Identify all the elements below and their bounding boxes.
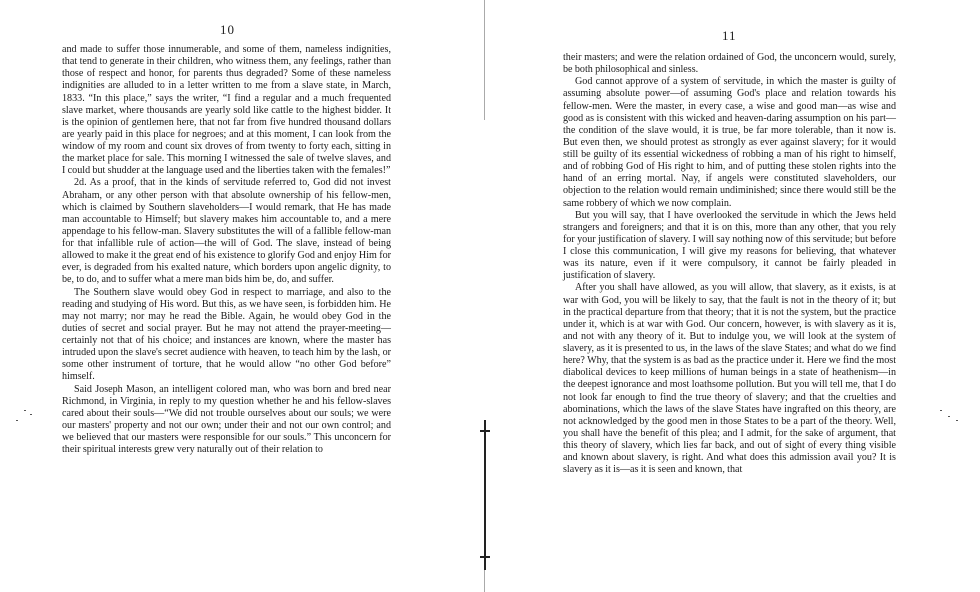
left-page: [0, 0, 486, 592]
right-paragraph-2: God cannot approve of a system of servitude, in which the master is guilty of assuming absolute power—of assuming God's place and relation towards his fellow-men. Were the master, in every case, a wise and good man—as wise and good as is consistent with this wicked and heaven-daring assumption on his part—the condition of the slave would, it is true, be far more tolerable, than it now is. But even then, we should protest as strongly as ever against slavery; for it would still be guilty of its essential wickedness of robbing a man of his right to himself, and of robbing God of His right to him, and of putting these stolen rights into the hand of an erring mortal. Nay, if angels were constituted slaveholders, our objection to the relation would remain undiminished; since there would still be the same robbery of which we now complain.: [563, 76, 896, 209]
scan-speck: [16, 420, 18, 421]
left-paragraph-4: Said Joseph Mason, an intelligent colored man, who was born and bred near Richmond, in Virginia, in reply to my question whether he and his fellow-slaves cared about their souls—“We did not trouble ourselves about our souls; we were our masters' property and not our own; under their and not our own control; and we believed that our masters were responsible for our souls.” This unconcern for their spiritual interests grew very naturally out of their relation to: [62, 383, 391, 456]
right-paragraph-3: But you will say, that I have overlooked the servitude in which the Jews held strangers and foreigners; and that it is on this, more than any other, that you rely for your justification of slavery. I will say nothing now of this servitude; but before I close this communication, I will give my reasons for believing, that whatever was its nature, even if it were compulsory, it cannot be fairly pleaded in justification of slavery.: [563, 209, 896, 282]
scan-speck: [30, 414, 32, 415]
left-paragraph-2: 2d. As a proof, that in the kinds of servitude referred to, God did not invest Abraham, or any other person with that absolute ownership of his fellow-men, which is claimed by Southern slaveholders—I would remark, that He has made man accountable to Himself; but slavery makes him accountable to, and a mere appendage to his fellow-man. Slavery substitutes the will of a fallible fellow-man for that infallible rule of action—the will of God. The slave, instead of being allowed to make it the great end of his existence to glorify God and enjoy Him for ever, is degraded from his exalted nature, which borders upon angelic dignity, to be, to do, and to suffer what a mere man bids him be, do, and suffer.: [62, 177, 391, 286]
scan-speck: [24, 410, 26, 411]
right-paragraph-1: their masters; and were the relation ordained of God, the unconcern would, surely, be both philosophical and sinless.: [563, 52, 896, 76]
left-paragraph-3: The Southern slave would obey God in respect to marriage, and also to the reading and studying of His word. But this, as we have seen, is forbidden him. He may not marry; nor may he read the Bible. Again, he would obey God in the duties of secret and social prayer. But he may not attend the prayer-meeting—certainly not that of his choice; and instances are known, where the master has intruded upon the slave's secret audience with heaven, to teach him by the lash, or some other instrument of torture, that he would allow “no other God before” himself.: [62, 286, 391, 383]
left-page-body: [62, 44, 391, 456]
right-page-number: 11: [722, 28, 737, 43]
right-paragraph-4: After you shall have allowed, as you will allow, that slavery, as it exists, is at war with God, you will be likely to say, that the fault is not in the theory of it; but in the practical departure from that theory; that it is not the system, but the practice under it, which is at war with God. Our concern, however, is with slavery as it is, and not with any theory of it. But to indulge you, we will look at the system of slavery, as it is presented to us, in the laws of the slave States; and what do we find here? Why, that the system is as bad as the practice under it. Here we find the most diabolical devices to keep millions of human beings in a state of heathenism—in the deepest ignorance and most loathsome pollution. But you will tell me, that I do not look far enough to find the true theory of slavery; and that the cruelties and abominations, which the laws of the slave States have ingrafted on this theory, are not acknowledged by the good men in those States to be a part of the theory. Well, you shall have the benefit of this plea; and I admit, for the sake of argument, that this theory of slavery, which lies far back, and out of sight of every thing visible and known about slavery, is right. And what does this admission avail you? It is slavery as it is—as it is seen and known, that: [563, 282, 896, 476]
left-page-number: 10: [220, 22, 235, 37]
right-page-body: [563, 52, 896, 476]
left-paragraph-1: and made to suffer those innumerable, and some of them, nameless indignities, that tend to generate in their children, who witness them, any feelings, rather than those of respect and honor, for parents thus degraded? Some of these nameless indignities are alluded to in a letter written to me from a slave state, in March, 1833. “In this place,” says the writer, “I find a regular and a much frequented slave market, where thousands are yearly sold like cattle to the highest bidder. It is the opinion of gentlemen here, that not far from five hundred thousand dollars are yearly paid in this place for negroes; and at this moment, I can look from the window of my room and count six droves of from twenty to forty each, sitting in the market place for sale. This morning I witnessed the sale of twelve slaves, and I could but shudder at the language used and the liberties taken with the females!”: [62, 44, 391, 177]
